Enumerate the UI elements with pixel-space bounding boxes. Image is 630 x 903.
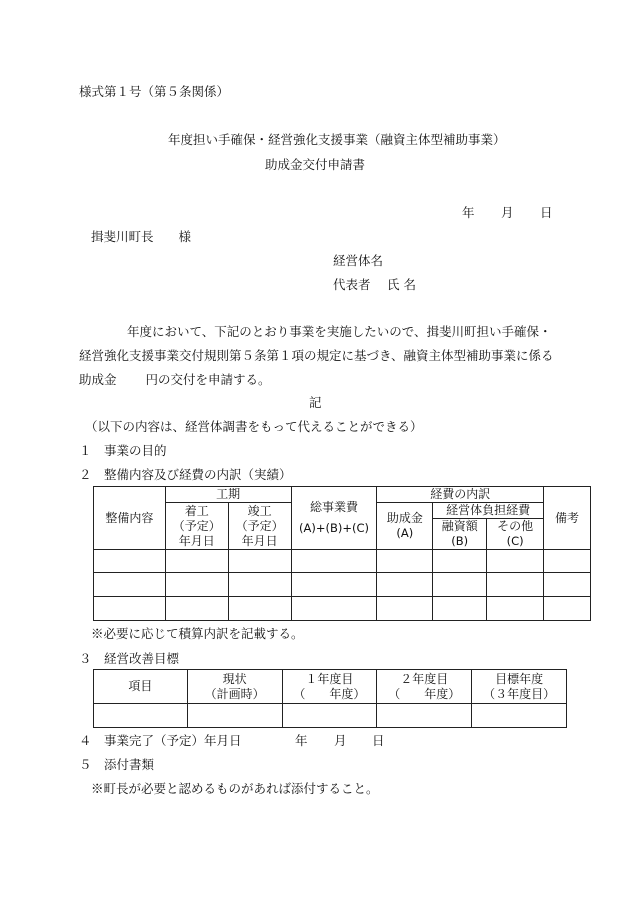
header-subsidy-code: (A) <box>396 526 414 540</box>
table-cell[interactable] <box>94 550 166 573</box>
addressee: 揖斐川町長 様 <box>91 229 192 244</box>
section-4-year: 年 <box>295 733 308 748</box>
table-cell[interactable] <box>94 597 166 621</box>
header-year1-sub: （ 年度） <box>293 686 366 701</box>
applicant-org-label: 経営体名 <box>333 253 384 268</box>
section-4-heading: ４ 事業完了（予定）年月日 <box>79 733 242 748</box>
header-target-label: 目標年度 <box>495 671 544 686</box>
header-end-planned: （予定） <box>235 518 284 533</box>
table-cell[interactable] <box>291 573 377 597</box>
header-other-code: (C) <box>506 534 524 548</box>
header-subsidy <box>377 503 433 550</box>
header-loan-label: 融資額 <box>441 519 478 533</box>
table-row <box>94 704 567 728</box>
header-other <box>487 519 544 550</box>
form-title: 年度担い手確保・経営強化支援事業（融資主体型補助事業） <box>168 132 506 147</box>
section-3-heading: ３ 経営改善目標 <box>79 651 180 666</box>
table-cell[interactable] <box>291 597 377 621</box>
table-cell[interactable] <box>291 550 377 573</box>
header-breakdown: 経費の内訳 <box>377 487 544 503</box>
header-start-planned: （予定） <box>172 518 221 533</box>
applicant-rep-label: 代表者 氏 名 <box>333 277 416 292</box>
header-year1 <box>282 670 377 704</box>
header-remarks: 備考 <box>544 487 591 550</box>
header-subsidy-label: 助成金 <box>386 511 423 525</box>
header-content: 整備内容 <box>94 487 166 550</box>
header-year1-label: １年度目 <box>305 671 354 686</box>
body-text: 年度において、下記のとおり事業を実施したいので、揖斐川町担い手確保・経営強化支援事業交付規則第５条第１項の規定に基づき、融資主体型補助事業に係る助成金 円の交付を申請する。 <box>79 324 554 387</box>
section-4-day: 日 <box>372 733 385 748</box>
table-cell[interactable] <box>433 550 487 573</box>
table-row <box>94 597 591 621</box>
form-subtitle: 助成金交付申請書 <box>265 157 366 172</box>
table-cell[interactable] <box>165 597 228 621</box>
header-loan-code: (B) <box>451 534 469 548</box>
header-total <box>291 487 377 550</box>
table-cell[interactable] <box>487 597 544 621</box>
table-cell[interactable] <box>487 573 544 597</box>
header-period: 工期 <box>165 487 291 503</box>
table-cell[interactable] <box>187 704 282 728</box>
table-cell[interactable] <box>544 550 591 573</box>
table-cell[interactable] <box>472 704 567 728</box>
header-end <box>228 503 291 550</box>
table-cell[interactable] <box>228 550 291 573</box>
header-total-formula: (A)+(B)+(C) <box>298 521 369 535</box>
ki-heading: 記 <box>309 395 322 410</box>
header-burden: 経営体負担経費 <box>433 503 544 519</box>
table-cell[interactable] <box>94 704 188 728</box>
table-cell[interactable] <box>544 597 591 621</box>
table-cell[interactable] <box>228 597 291 621</box>
expense-table <box>93 486 591 621</box>
header-total-label: 総事業費 <box>309 500 358 514</box>
table-cell[interactable] <box>544 573 591 597</box>
date-month: 月 <box>501 205 514 220</box>
header-target-sub: （３年度目） <box>483 686 556 701</box>
section-2-heading: ２ 整備内容及び経費の内訳（実績） <box>79 467 292 482</box>
date-day: 日 <box>540 205 553 220</box>
table-cell[interactable] <box>377 550 433 573</box>
section-1-heading: １ 事業の目的 <box>79 443 167 458</box>
header-end-ymd: 年月日 <box>241 533 278 548</box>
table-row <box>94 550 591 573</box>
header-target <box>472 670 567 704</box>
table-row <box>94 573 591 597</box>
header-end-label: 竣工 <box>247 503 272 518</box>
header-year2 <box>377 670 472 704</box>
substitute-note: （以下の内容は、経営体調書をもって代えることができる） <box>85 419 423 434</box>
table-cell[interactable] <box>228 573 291 597</box>
table-cell[interactable] <box>94 573 166 597</box>
attach-note: ※町長が必要と認めるものがあれば添付すること。 <box>91 781 379 796</box>
header-year2-sub: （ 年度） <box>388 686 461 701</box>
header-other-label: その他 <box>497 519 534 533</box>
table-cell[interactable] <box>282 704 377 728</box>
table-cell[interactable] <box>377 573 433 597</box>
header-item: 項目 <box>94 670 188 704</box>
form-number: 様式第１号（第５条関係） <box>79 84 230 99</box>
table-cell[interactable] <box>433 597 487 621</box>
table-cell[interactable] <box>165 573 228 597</box>
table-cell[interactable] <box>165 550 228 573</box>
header-year2-label: ２年度目 <box>400 671 449 686</box>
table-cell[interactable] <box>433 573 487 597</box>
header-current-sub: （計画時） <box>204 686 265 701</box>
table-cell[interactable] <box>377 704 472 728</box>
header-current <box>187 670 282 704</box>
table-cell[interactable] <box>377 597 433 621</box>
header-start-ymd: 年月日 <box>178 533 215 548</box>
date-year: 年 <box>462 205 475 220</box>
header-current-label: 現状 <box>222 671 247 686</box>
header-start-label: 着工 <box>184 503 209 518</box>
calc-note: ※必要に応じて積算内訳を記載する。 <box>91 626 304 641</box>
improvement-goal-table <box>93 669 567 728</box>
section-4-month: 月 <box>334 733 347 748</box>
header-loan <box>433 519 487 550</box>
header-start <box>165 503 228 550</box>
section-5-heading: ５ 添付書類 <box>79 757 155 772</box>
table-cell[interactable] <box>487 550 544 573</box>
